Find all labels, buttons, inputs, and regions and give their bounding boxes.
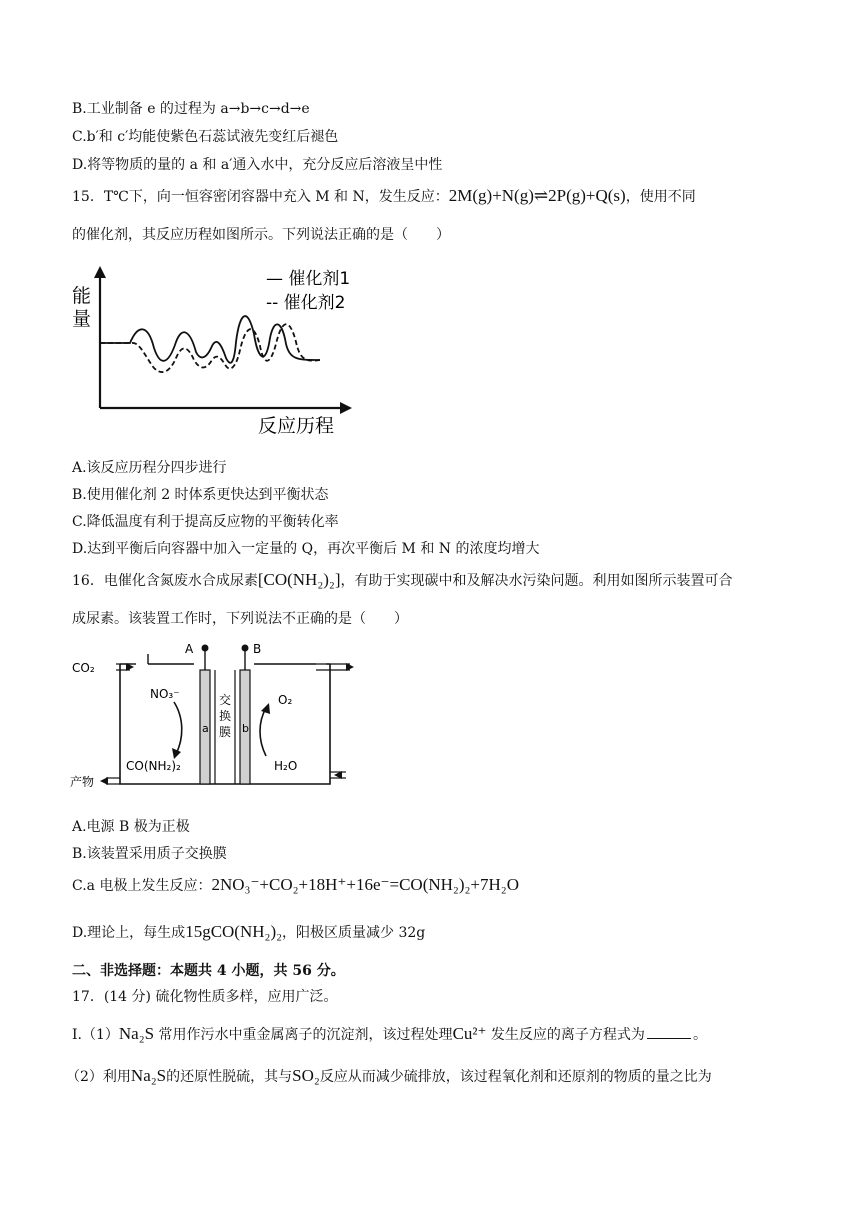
q17-part2: （2）利用Na₂S的还原性脱硫，其与SO₂反应从而减少硫排放，该过程氧化剂和还原剂的物质的量之比为 <box>66 1066 712 1085</box>
nitrate-label: NO₃⁻ <box>150 687 180 701</box>
curve-catalyst-1 <box>100 316 320 363</box>
q15-option-d: D.达到平衡后向容器中加入一定量的 Q，再次平衡后 M 和 N 的浓度均增大 <box>72 541 540 557</box>
oxygen-label: O₂ <box>278 693 293 707</box>
q15-option-c: C.降低温度有利于提高反应物的平衡转化率 <box>72 514 339 530</box>
legend-catalyst-2: -- 催化剂2 <box>266 293 346 313</box>
q14-option-b: B.工业制备 e 的过程为 a→b→c→d→e <box>72 101 310 117</box>
water-label: H₂O <box>274 759 298 773</box>
y-label-2: 量 <box>72 308 92 330</box>
q17-stem: 17．(14 分) 硫化物性质多样，应用广泛。 <box>72 989 338 1005</box>
membrane-label: 交 换 膜 <box>219 693 232 739</box>
q15-energy-diagram <box>70 262 370 444</box>
co2-label: CO₂ <box>72 661 95 675</box>
plate-a-label: a <box>202 722 209 735</box>
y-label-1: 能 <box>72 285 92 307</box>
x-axis-arrow <box>340 402 352 414</box>
urea-label: CO(NH₂)₂ <box>126 759 181 773</box>
q16-option-c: C.a 电极上发生反应：2NO₃⁻+CO₂+18H⁺+16e⁻=CO(NH₂)₂+7H₂O <box>72 875 519 894</box>
label-electrode-a: A <box>185 642 194 656</box>
terminal-a <box>202 645 209 652</box>
terminal-b <box>242 645 249 652</box>
plate-b-label: b <box>242 722 249 735</box>
q14-option-c: C.b′和 c′均能使紫色石蕊试液先变红后褪色 <box>72 129 339 145</box>
q15-option-b: B.使用催化剂 2 时体系更快达到平衡状态 <box>72 487 329 503</box>
q16-option-a: A.电源 B 极为正极 <box>72 819 190 835</box>
answer-blank[interactable] <box>647 1026 691 1039</box>
arrow-nitrate-to-urea <box>174 702 182 754</box>
arrow-water-to-oxygen <box>260 708 266 756</box>
q16-option-d: D.理论上，每生成15gCO(NH₂)₂，阳极区质量减少 32g <box>72 922 426 941</box>
q15-stem-line1: 15．T℃下，向一恒容密闭容器中充入 M 和 N，发生反应：2M(g)+N(g)⇌2P(g)+Q(s)，使用不同 <box>72 186 696 205</box>
q16-electrolysis-diagram <box>70 638 370 800</box>
q16-option-b: B.该装置采用质子交换膜 <box>72 846 227 862</box>
q14-option-d: D.将等物质的量的 a 和 a′通入水中，充分反应后溶液呈中性 <box>72 157 443 173</box>
y-axis-arrow <box>94 266 106 278</box>
q15-option-a: A.该反应历程分四步进行 <box>72 460 227 476</box>
q16-d-formula: 15gCO(NH₂)₂ <box>185 922 283 941</box>
urea-formula: [CO(NH₂)₂] <box>257 570 341 589</box>
q15-stem-line2: 的催化剂，其反应历程如图所示。下列说法正确的是（ ） <box>72 227 450 243</box>
q17-part1: Ⅰ.（1）Na₂S 常用作污水中重金属离子的沉淀剂，该过程处理Cu²⁺ 发生反应的离子方程式为 。 <box>72 1024 707 1043</box>
legend-catalyst-1: — 催化剂1 <box>266 269 351 289</box>
product-label: 产物 <box>70 775 95 789</box>
x-label: 反应历程 <box>258 415 335 437</box>
label-electrode-b: B <box>253 642 262 656</box>
q15-equation: 2M(g)+N(g)⇌2P(g)+Q(s) <box>448 186 626 205</box>
q16-c-equation: 2NO₃⁻+CO₂+18H⁺+16e⁻=CO(NH₂)₂+7H₂O <box>211 875 519 894</box>
q16-stem-line2: 成尿素。该装置工作时，下列说法不正确的是（ ） <box>72 611 408 627</box>
q16-stem-line1: 16．电催化含氮废水合成尿素[CO(NH₂)₂]，有助于实现碳中和及解决水污染问题。利用如图所示装置可合 <box>72 570 733 589</box>
section-heading: 二、非选择题：本题共 4 小题，共 56 分。 <box>72 963 345 979</box>
